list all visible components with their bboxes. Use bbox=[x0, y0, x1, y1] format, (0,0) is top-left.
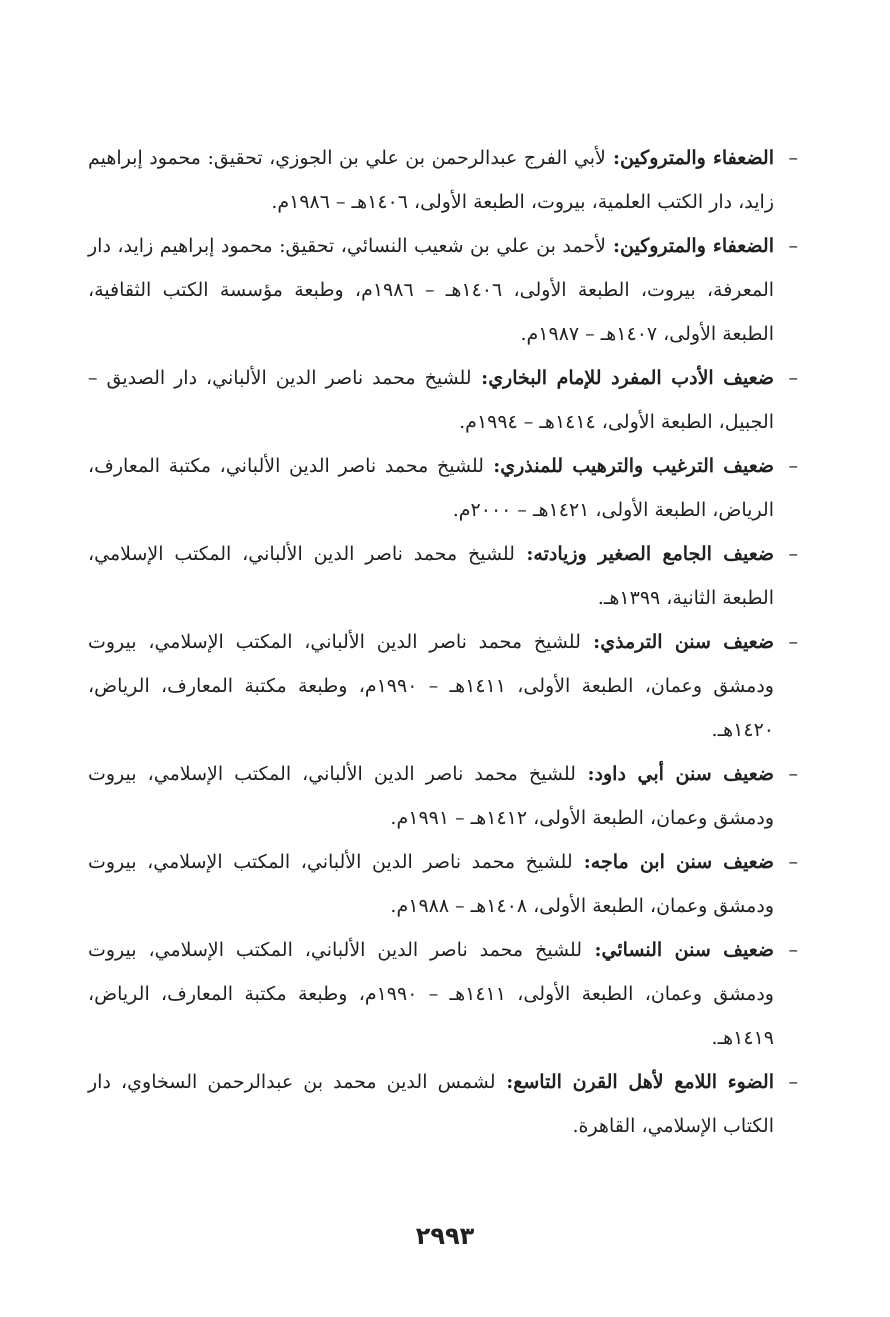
entry-dash: – bbox=[788, 367, 798, 389]
entry-body: للشيخ محمد ناصر الدين الألباني، المكتب الإسلامي، بيروت ودمشق وعمان، الطبعة الأولى، ١٤١٢هـ – ١٩٩١م. bbox=[88, 763, 774, 829]
entry-dash: – bbox=[788, 631, 798, 653]
entry-body: للشيخ محمد ناصر الدين الألباني، المكتب الإسلامي، بيروت ودمشق وعمان، الطبعة الأولى، ١٤١١هـ – ١٩٩٠م، وطبعة مكتبة المعارف، الرياض، ١٤١٩هـ. bbox=[88, 939, 774, 1049]
bibliography-entry bbox=[88, 532, 798, 620]
bibliography-entry bbox=[88, 928, 798, 1060]
bibliography-entry bbox=[88, 444, 798, 532]
entry-separator: : bbox=[575, 763, 595, 785]
entry-title: الضوء اللامع لأهل القرن التاسع bbox=[513, 1071, 774, 1093]
entry-body: لشمس الدين محمد بن عبدالرحمن السخاوي، دار الكتاب الإسلامي، القاهرة. bbox=[88, 1071, 774, 1137]
entry-title: ضعيف الأدب المفرد للإمام البخاري bbox=[488, 367, 774, 389]
entry-dash: – bbox=[788, 455, 798, 477]
entry-title: ضعيف سنن النسائي bbox=[601, 939, 774, 961]
entry-title: ضعيف سنن أبي داود bbox=[594, 763, 774, 785]
entry-separator: : bbox=[495, 1071, 514, 1093]
entry-body: للشيخ محمد ناصر الدين الألباني، مكتبة المعارف، الرياض، الطبعة الأولى، ١٤٢١هـ – ٢٠٠٠م. bbox=[88, 455, 774, 521]
entry-separator: : bbox=[582, 939, 602, 961]
bibliography-entry bbox=[88, 752, 798, 840]
entry-dash: – bbox=[788, 1071, 798, 1093]
entry-dash: – bbox=[788, 763, 798, 785]
page-number: ٢٩٩٣ bbox=[415, 1222, 475, 1250]
entry-title: ضعيف الجامع الصغير وزيادته bbox=[533, 543, 774, 565]
bibliography-entry bbox=[88, 1060, 798, 1148]
entry-title: ضعيف سنن ابن ماجه bbox=[590, 851, 774, 873]
entry-dash: – bbox=[788, 235, 798, 257]
entry-body: لأبي الفرج عبدالرحمن بن علي بن الجوزي، تحقيق: محمود إبراهيم زايد، دار الكتب العلمية، بيروت، الطبعة الأولى، ١٤٠٦هـ – ١٩٨٦م. bbox=[88, 147, 774, 213]
entry-body: للشيخ محمد ناصر الدين الألباني، المكتب الإسلامي، بيروت ودمشق وعمان، الطبعة الأولى، ١٤٠٨هـ – ١٩٨٨م. bbox=[88, 851, 774, 917]
entry-separator: : bbox=[605, 235, 621, 257]
entry-separator: : bbox=[572, 851, 591, 873]
entry-title: الضعفاء والمتروكين bbox=[619, 147, 774, 169]
bibliography-entry bbox=[88, 224, 798, 356]
entry-body: للشيخ محمد ناصر الدين الألباني، المكتب الإسلامي، الطبعة الثانية، ١٣٩٩هـ. bbox=[88, 543, 774, 609]
entry-dash: – bbox=[788, 147, 798, 169]
entry-title: ضعيف الترغيب والترهيب للمنذري bbox=[500, 455, 774, 477]
entry-dash: – bbox=[788, 851, 798, 873]
entry-body: للشيخ محمد ناصر الدين الألباني، المكتب الإسلامي، بيروت ودمشق وعمان، الطبعة الأولى، ١٤١١هـ – ١٩٩٠م، وطبعة مكتبة المعارف، الرياض، ١٤٢٠هـ. bbox=[88, 631, 774, 741]
entry-separator: : bbox=[483, 455, 501, 477]
bibliography-entry bbox=[88, 620, 798, 752]
bibliography-entry bbox=[88, 136, 798, 224]
entry-separator: : bbox=[605, 147, 620, 169]
entry-separator: : bbox=[580, 631, 601, 653]
entry-title: الضعفاء والمتروكين bbox=[620, 235, 774, 257]
entry-dash: – bbox=[788, 543, 798, 565]
entry-dash: – bbox=[788, 939, 798, 961]
bibliography-entry bbox=[88, 840, 798, 928]
entry-separator: : bbox=[471, 367, 489, 389]
bibliography-entry bbox=[88, 356, 798, 444]
bibliography-list bbox=[88, 136, 798, 1148]
entry-title: ضعيف سنن الترمذي bbox=[600, 631, 774, 653]
entry-separator: : bbox=[514, 543, 534, 565]
entry-body: للشيخ محمد ناصر الدين الألباني، دار الصديق – الجبيل، الطبعة الأولى، ١٤١٤هـ – ١٩٩٤م. bbox=[88, 367, 774, 433]
entry-body: لأحمد بن علي بن شعيب النسائي، تحقيق: محمود إبراهيم زايد، دار المعرفة، بيروت، الطبعة الأولى، ١٤٠٦هـ – ١٩٨٦م، وطبعة مؤسسة الكتب الثقافية، الطبعة الأولى، ١٤٠٧هـ – ١٩٨٧م. bbox=[88, 235, 775, 345]
